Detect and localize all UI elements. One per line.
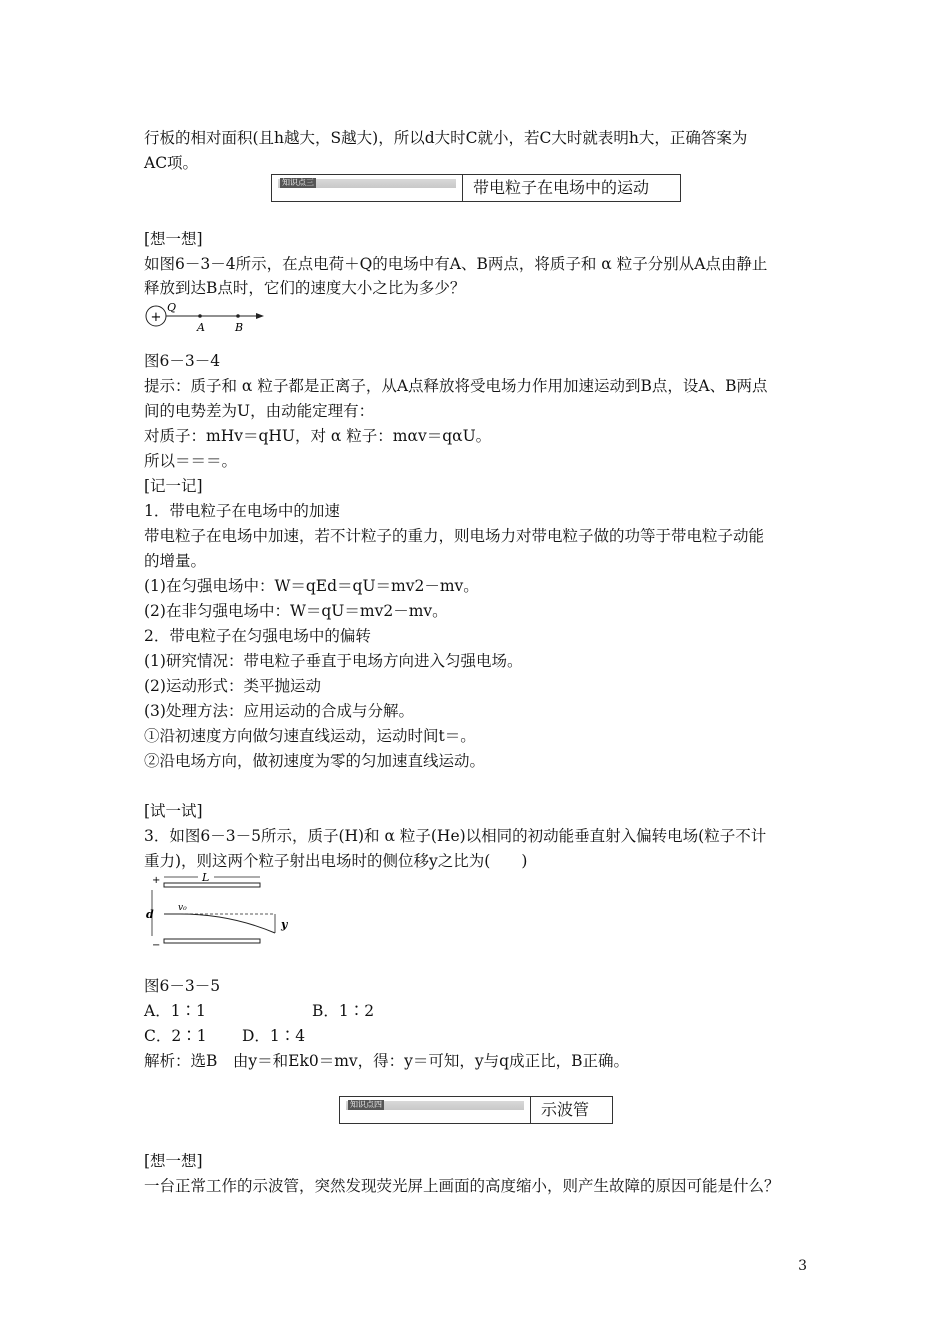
label-d: d — [146, 908, 154, 921]
text-line: 对质子：mHv＝qHU，对 α 粒子：mαv＝qαU。 — [144, 427, 492, 445]
text-line: 释放到达B点时，它们的速度大小之比为多少？ — [144, 279, 466, 297]
label-v0: v₀ — [178, 903, 187, 913]
text-line: [想一想] — [144, 1152, 203, 1170]
text-line: ②沿电场方向，做初速度为零的匀加速直线运动。 — [144, 752, 486, 770]
text-line: 1．带电粒子在电场中的加速 — [144, 502, 340, 520]
text-line: (2)运动形式：类平抛运动 — [144, 677, 321, 695]
trajectory — [180, 914, 275, 933]
label-a: A — [197, 321, 205, 334]
charge-label: Q — [167, 301, 177, 314]
section-tag — [272, 175, 463, 201]
figure-6-3-4 — [140, 300, 270, 336]
text-line: 提示：质子和 α 粒子都是正离子，从A点释放将受电场力作用加速运动到B点，设A、B两点 — [144, 377, 768, 395]
bottom-plate — [164, 939, 260, 943]
minus-sign: − — [152, 940, 161, 950]
text-line: (1)研究情况：带电粒子垂直于电场方向进入匀强电场。 — [144, 652, 523, 670]
text-line: 如图6－3－4所示，在点电荷＋Q的电场中有A、B两点，将质子和 α 粒子分别从A点由静止 — [144, 255, 768, 273]
text-line: AC项。 — [144, 154, 199, 172]
plus-sign: + — [152, 875, 161, 886]
text-line: 行板的相对面积(且h越大，S越大)，所以d大时C就小，若C大时就表明h大，正确答案为 — [144, 129, 748, 147]
section-tag-label: 知识点四 — [350, 1100, 382, 1109]
point-b — [236, 314, 240, 318]
text-line: (2)在非匀强电场中：W＝qU＝mv2－mv。 — [144, 602, 448, 620]
text-line: [记一记] — [144, 477, 203, 495]
section-tag — [340, 1097, 531, 1123]
page-number: 3 — [798, 1258, 807, 1274]
figure-6-3-5 — [140, 870, 300, 950]
section-title: 示波管 — [541, 1100, 590, 1119]
text-line: ①沿初速度方向做匀速直线运动，运动时间t＝。 — [144, 727, 476, 745]
text-line: 一台正常工作的示波管，突然发现荧光屏上画面的高度缩小，则产生故障的原因可能是什么？ — [144, 1177, 780, 1195]
option-b: B．1∶2 — [312, 1002, 375, 1020]
charge-sign: + — [150, 310, 162, 325]
option-d: D．1∶4 — [242, 1027, 306, 1045]
label-l: L — [202, 871, 210, 884]
text-line: 的增量。 — [144, 552, 207, 570]
label-y: y — [281, 918, 288, 931]
section-title: 带电粒子在电场中的运动 — [473, 178, 650, 197]
text-line: 所以＝＝＝。 — [144, 452, 238, 470]
option-a: A．1∶1 — [144, 1002, 206, 1020]
text-line: 间的电势差为U，由动能定理有： — [144, 402, 375, 420]
text-line: 解析：选B 由y＝和Ek0＝mv，得：y＝可知，y与q成正比，B正确。 — [144, 1052, 629, 1070]
label-b: B — [235, 321, 244, 334]
section-header-knowledge-3 — [271, 174, 681, 202]
text-line: 3．如图6－3－5所示，质子(H)和 α 粒子(He)以相同的初动能垂直射入偏转电场(粒子不计 — [144, 827, 767, 845]
section-header-knowledge-4 — [339, 1096, 613, 1124]
text-line: (3)处理方法：应用运动的合成与分解。 — [144, 702, 414, 720]
text-line: 2．带电粒子在匀强电场中的偏转 — [144, 627, 371, 645]
figure-caption: 图6－3－5 — [144, 977, 221, 995]
top-plate — [164, 883, 260, 887]
text-line: [想一想] — [144, 230, 203, 248]
text-line: (1)在匀强电场中：W＝qEd＝qU＝mv2－mv。 — [144, 577, 479, 595]
text-line: [试一试] — [144, 802, 203, 820]
figure-caption: 图6－3－4 — [144, 352, 221, 370]
arrow-head — [256, 313, 264, 319]
text-line: 带电粒子在电场中加速，若不计粒子的重力，则电场力对带电粒子做的功等于带电粒子动能 — [144, 527, 765, 545]
point-a — [198, 314, 202, 318]
text-line: 重力)，则这两个粒子射出电场时的侧位移y之比为( ) — [144, 852, 528, 870]
section-tag-label: 知识点三 — [282, 178, 314, 187]
option-c: C．2∶1 — [144, 1027, 207, 1045]
